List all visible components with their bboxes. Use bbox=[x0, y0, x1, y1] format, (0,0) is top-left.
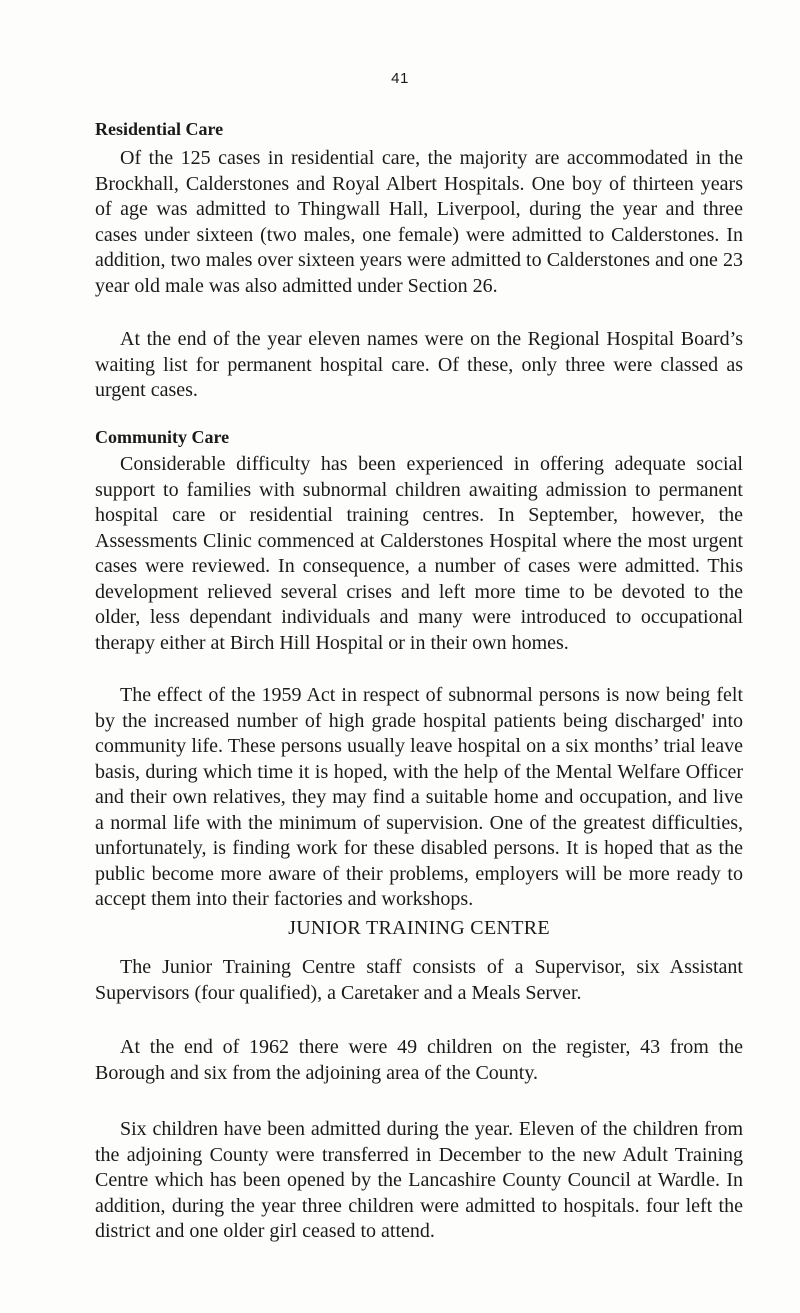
residential-care-paragraph-2-block bbox=[95, 327, 743, 404]
junior-training-paragraph-3-block bbox=[95, 1117, 743, 1245]
community-care-heading-block bbox=[95, 425, 743, 449]
junior-training-paragraph: At the end of 1962 there were 49 children on the register, 43 from the Borough and six from the adjoining area of the County. bbox=[95, 1036, 743, 1084]
residential-care-paragraph: At the end of the year eleven names were on the Regional Hospital Board’s waiting list for permanent hospital care. Of these, only three were classed as urgent cases. bbox=[95, 328, 743, 401]
junior-training-centre-title: JUNIOR TRAINING CENTRE bbox=[288, 917, 550, 939]
residential-care-heading-block bbox=[95, 117, 743, 141]
community-care-paragraph: The effect of the 1959 Act in respect of subnormal persons is now being felt by the increased number of high grade hospital patients being discharged' into community life. These persons usually leave hospital on a six months’ trial leave basis, during which time it is hoped, with the help of the Mental Welfare Officer and their own relatives, they may find a suitable home and occupation, and live a normal life with the minimum of supervision. One of the greatest difficulties, unfortunately, is finding work for these disabled persons. It is hoped that as the public become more aware of their problems, employers will be more ready to accept them into their factories and workshops. bbox=[95, 684, 743, 910]
junior-training-paragraph: Six children have been admitted during the year. Eleven of the children from the adjoining County were transferred in December to the new Adult Training Centre which has been opened by the Lancashire County Council at Wardle. In addition, during the year three children were admitted to hospitals. four left the district and one older girl ceased to attend. bbox=[95, 1118, 743, 1242]
junior-training-paragraph-2-block bbox=[95, 1035, 743, 1086]
residential-care-heading: Residential Care bbox=[95, 119, 224, 139]
community-care-paragraph-1-block bbox=[95, 452, 743, 656]
page-number: 41 bbox=[391, 70, 409, 87]
residential-care-paragraph-1-block bbox=[95, 146, 743, 299]
community-care-paragraph: Considerable difficulty has been experienced in offering adequate social support to families with subnormal children awaiting admission to permanent hospital care or residential training centres. In September, however, the Assessments Clinic commenced at Calderstones Hospital where the most urgent cases were reviewed. In consequence, a number of cases were admitted. This development relieved several crises and left more time to be devoted to the older, less dependant individuals and many were introduced to occupational therapy either at Birch Hill Hospital or in their own homes. bbox=[95, 453, 743, 654]
junior-training-paragraph-1-block bbox=[95, 955, 743, 1006]
community-care-paragraph-2-block bbox=[95, 683, 743, 913]
residential-care-paragraph: Of the 125 cases in residential care, the majority are accommodated in the Brockhall, Calderstones and Royal Albert Hospitals. One boy of thirteen years of age was admitted to Thingwall Hall, Liverpool, during the year and three cases under sixteen (two males, one female) were admitted to Calderstones. In addition, two males over sixteen years were admitted to Calderstones and one 23 year old male was also admitted under Section 26. bbox=[95, 147, 743, 297]
community-care-heading: Community Care bbox=[95, 427, 230, 447]
junior-training-paragraph: The Junior Training Centre staff consists of a Supervisor, six Assistant Supervisors (four qualified), a Caretaker and a Meals Server. bbox=[95, 956, 743, 1004]
